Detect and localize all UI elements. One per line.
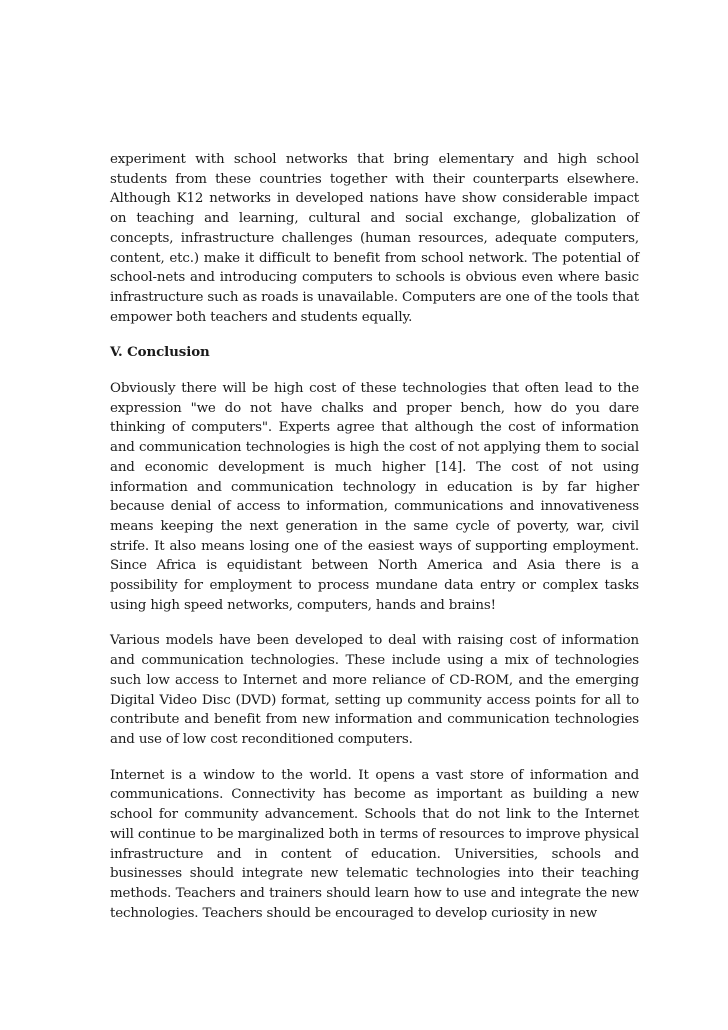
section-heading-conclusion: V. Conclusion	[110, 344, 210, 361]
paragraph-cost-models: Various models have been developed to deal with raising cost of information and communication technologies. These include using a mix of technologies such low access to Internet and more reliance of CD-ROM, and the emerging Digital Video Disc (DVD) format, setting up community access points for all to contribute and benefit from new information and communication technologies and use of low cost reconditioned computers.	[110, 633, 639, 747]
paragraph-internet-window: Internet is a window to the world. It opens a vast store of information and communications. Connectivity has become as important as building a new school for community advancement. Schools that do not link to the Internet will continue to be marginalized both in terms of resources to improve physical infrastructure and in content of education. Universities, schools and businesses should integrate new telematic technologies into their teaching methods. Teachers and trainers should learn how to use and integrate the new technologies. Teachers should be encouraged to develop curiosity in new	[110, 767, 639, 921]
document-page	[110, 150, 639, 939]
paragraph-technology-cost: Obviously there will be high cost of these technologies that often lead to the expression "we do not have chalks and proper bench, how do you dare thinking of computers". Experts agree that although the cost of information and communication technologies is high the cost of not applying them to social and economic development is much higher [14]. The cost of not using information and communication technology in education is by far higher because denial of access to information, communications and innovativeness means keeping the next generation in the same cycle of poverty, war, civil strife. It also means losing one of the easiest ways of supporting employment. Since Africa is equidistant between North America and Asia there is a possibility for employment to process mundane data entry or complex tasks using high speed networks, computers, hands and brains!	[110, 381, 639, 613]
paragraph-school-networks: experiment with school networks that bring elementary and high school students from these countries together with their counterparts elsewhere. Although K12 networks in developed nations have show considerable impact on teaching and learning, cultural and social exchange, globalization of concepts, infrastructure challenges (human resources, adequate computers, content, etc.) make it difficult to benefit from school network. The potential of school-nets and introducing computers to schools is obvious even where basic infrastructure such as roads is unavailable. Computers are one of the tools that empower both teachers and students equally.	[110, 152, 639, 325]
